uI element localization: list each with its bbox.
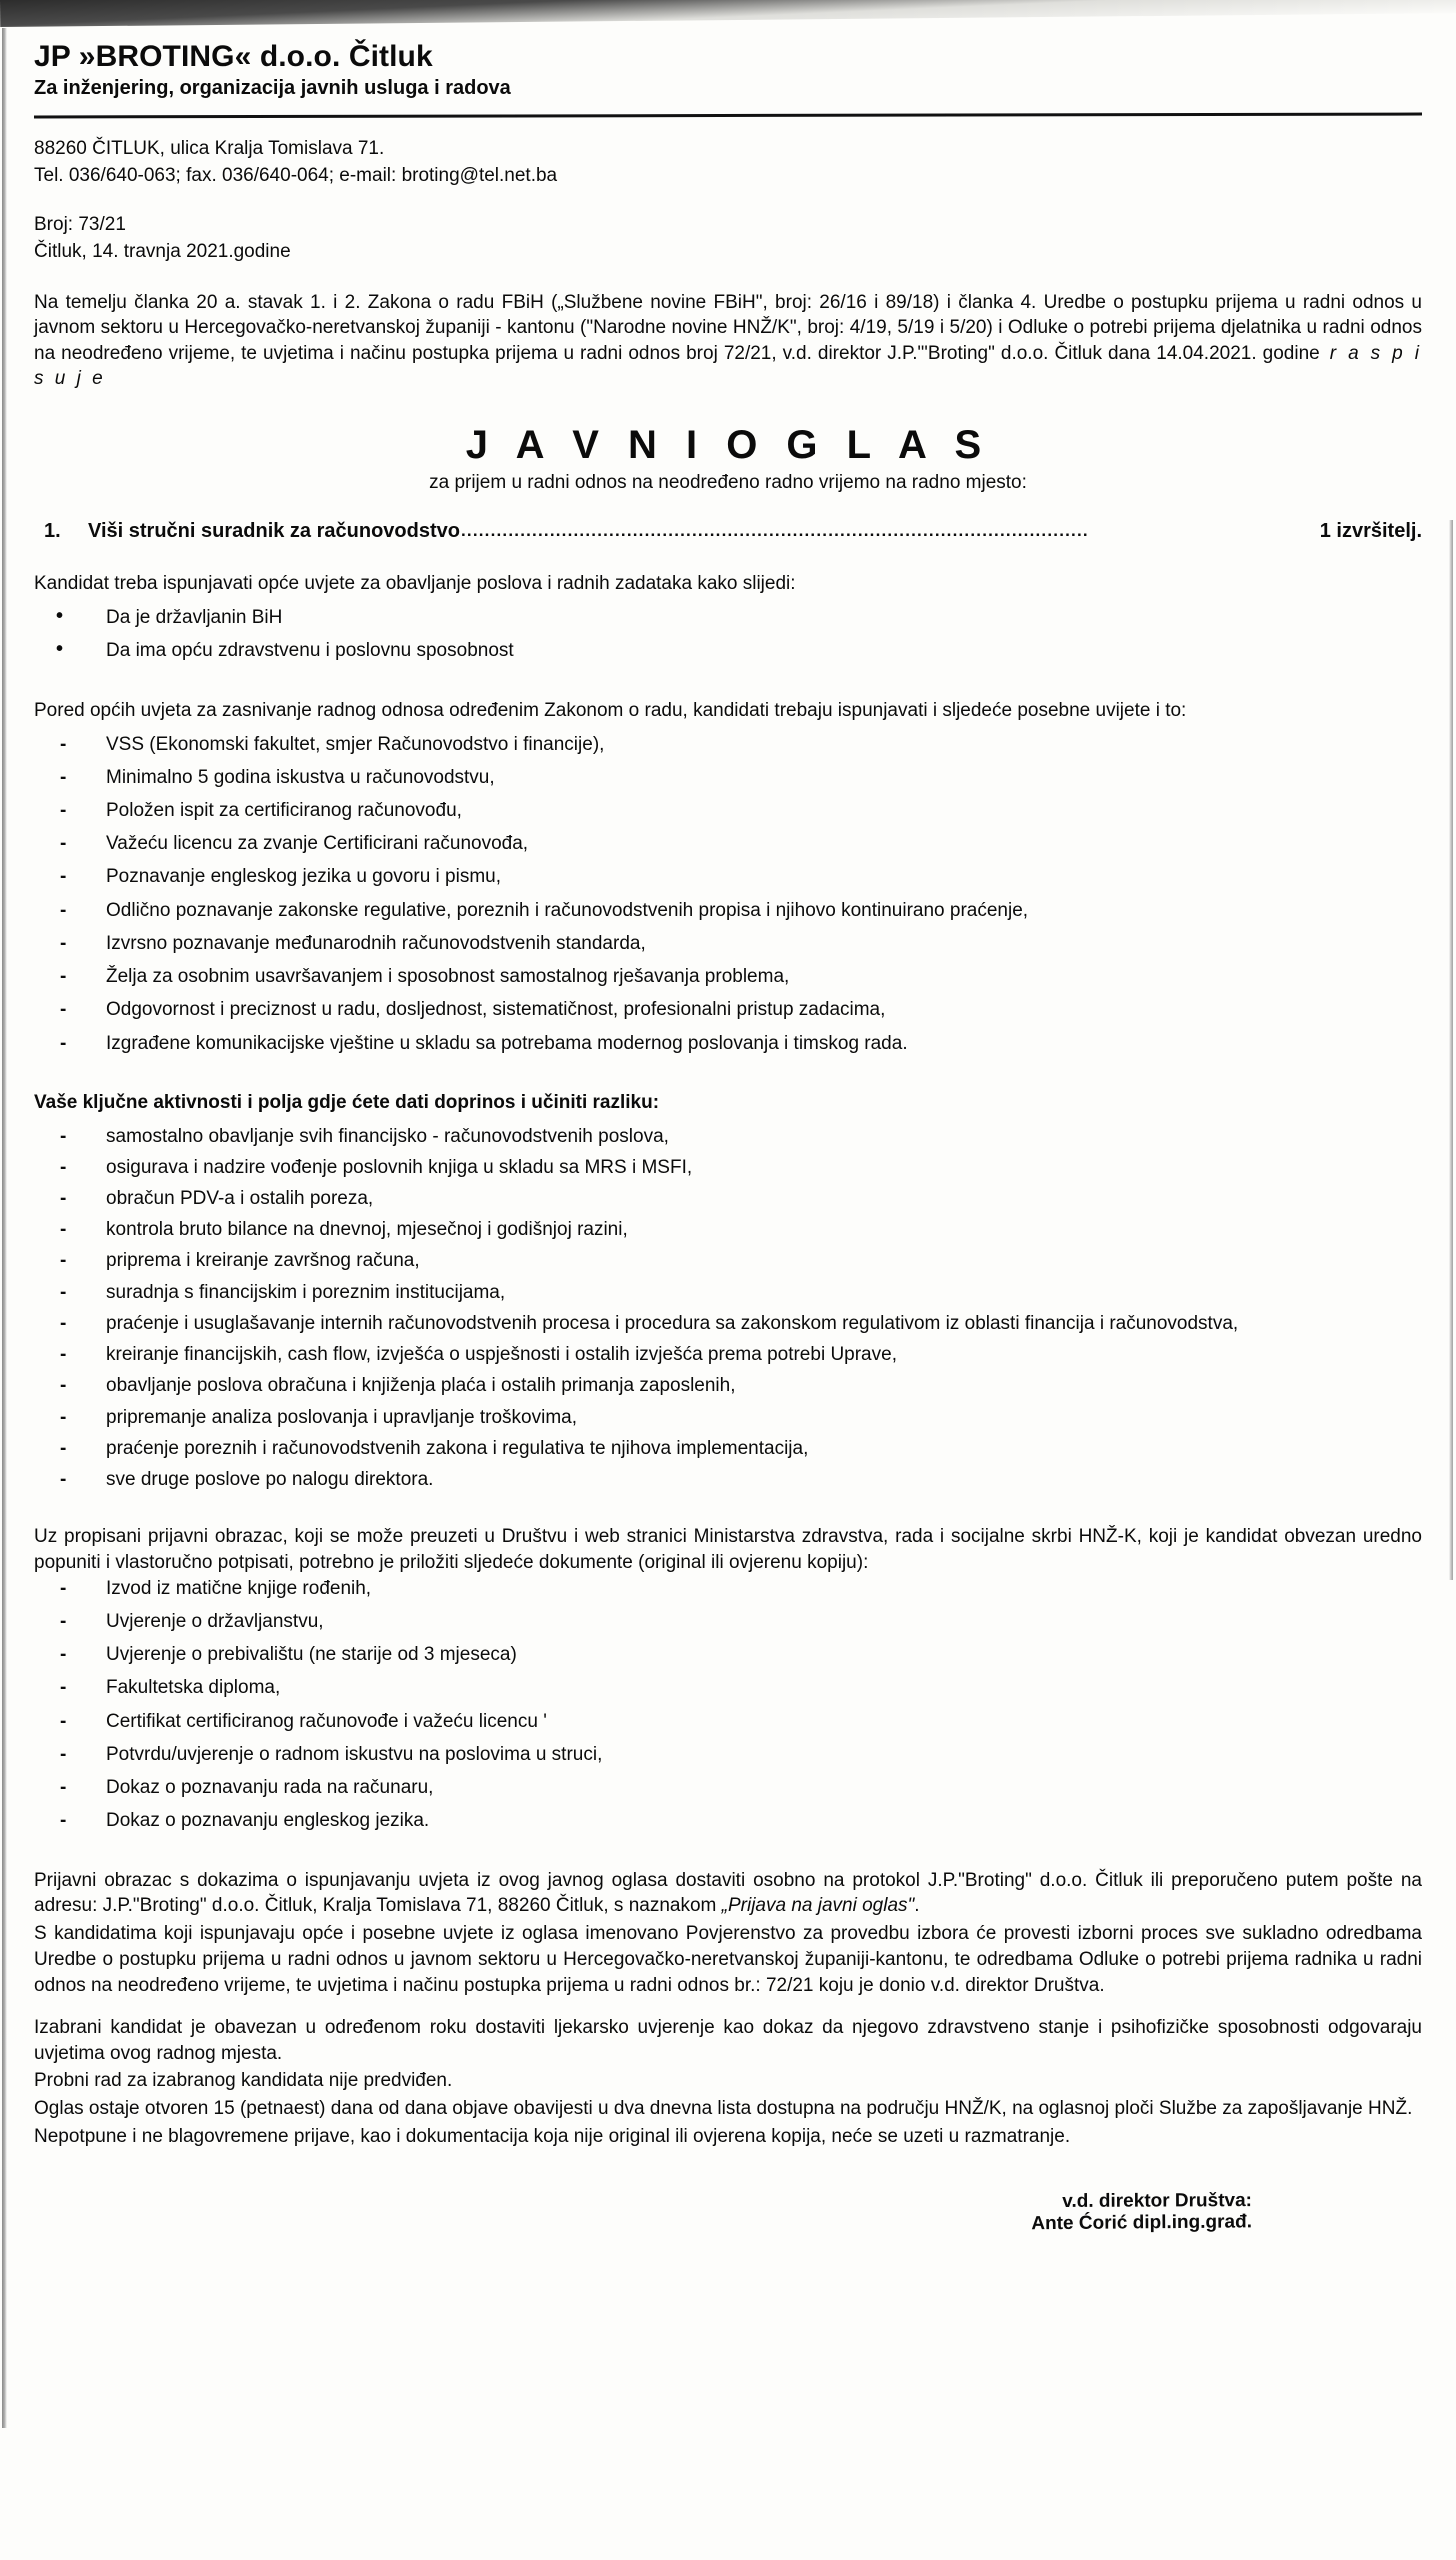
legal-basis-block [34,290,1422,392]
list-item: - pripremanje analiza poslovanja i upravljanje troškovima, [34,1405,1422,1431]
list-item: - VSS (Ekonomski fakultet, smjer Računovodstvo i financije), [34,732,1422,758]
dot-leader: .......................................................................................................... [460,521,1089,541]
signature-block [34,2189,1422,2245]
list-item: - obračun PDV-a i ostalih poreza, [34,1186,1422,1212]
special-conditions-list [34,732,1422,1057]
key-activities-list [34,1124,1422,1494]
selection-process: S kandidatima koji ispunjavaju opće i posebne uvjete iz oglasa imenovano Povjerenstvo za provedbu izbora će provesti izborni proces sve sukladno odredbama Uredbe o postupku prijema u radni odnos u javnom sektoru u Hercegovačko-neretvanskoj županiji-kantonu, te odredbama Odluke o potrebi prijema radnika u radni odnos na neodređeno vrijeme, te uvjetima i načinu postupka prijema u radni odnos br.: 72/21 koju je donio v.d. direktor Društva. [34,1923,1422,1996]
position-number: 1. [44,520,61,543]
probation-note: Probni rad za izabranog kandidata nije predviđen. [34,2070,453,2092]
list-item: - Važeću licencu za zvanje Certificirani računovođa, [34,831,1422,857]
company-address: 88260 ČITLUK, ulica Kralja Tomislava 71. [34,137,385,159]
closing-section [34,1868,1422,2150]
legal-basis-paragraph [34,290,1422,392]
list-item: • Da ima opću zdravstvenu i poslovnu sposobnost [34,638,1422,664]
signatory-role-text: v.d. direktor Društva: [1062,2189,1253,2212]
letterhead [34,40,1422,266]
spacer [34,1842,1422,1868]
list-item: - kreiranje financijskih, cash flow, izvješća o uspješnosti i ostalih izvješća prema potrebi Uprave, [34,1342,1422,1368]
spacer [34,1498,1422,1524]
list-item: - Izvrsno poznavanje međunarodnih računovodstvenih standarda, [34,931,1422,957]
spacer [34,1064,1422,1090]
position-title: Viši stručni suradnik za računovodstvo [88,520,460,543]
company-contact: Tel. 036/640-063; fax. 036/640-064; e-mail: broting@tel.net.ba [34,165,558,187]
list-item: - praćenje poreznih i računovodstvenih zakona i regulativa te njihova implementacija, [34,1436,1422,1462]
list-item: - priprema i kreiranje završnog računa, [34,1248,1422,1274]
list-item: - Odgovornost i preciznost u radu, dosljednost, sistematičnost, profesionalni pristup zadacima, [34,997,1422,1023]
list-item: - Izgrađene komunikacijske vještine u skladu sa potrebama modernog poslovanja i timskog rada. [34,1031,1422,1057]
company-subtitle: Za inženjering, organizacija javnih usluga i radova [34,76,511,99]
submission-instructions [34,1868,1422,1920]
list-item: - suradnja s financijskim i poreznim institucijama, [34,1280,1422,1306]
list-item: - Dokaz o poznavanju engleskog jezika. [34,1808,1422,1834]
position-vacancy-count: 1 izvršitelj. [1319,520,1422,543]
list-item: - sve druge poslove po nalogu direktora. [34,1467,1422,1493]
page-subtitle: za prijem u radni odnos na neodređeno radno vrijemo na radno mjesto: [429,472,1027,494]
spacer [34,672,1422,698]
list-item: - Odlično poznavanje zakonske regulative, poreznih i računovodstvenih propisa i njihovo kontinuirano praćenje, [34,898,1422,924]
legal-basis-verb: r a s p i s u j e [34,342,1422,389]
submission-text-part2: . [914,1895,920,1917]
required-documents-section [34,1524,1422,1834]
list-item: - Uvjerenje o državljanstvu, [34,1609,1422,1635]
list-item: • Da je državljanin BiH [34,605,1422,631]
key-activities-lead: Vaše ključne aktivnosti i polja gdje ćete dati doprinos i učiniti razliku: [34,1091,660,1113]
general-conditions-section [34,571,1422,664]
list-item: - praćenje i usuglašavanje internih računovodstvenih procesa i procedura sa zakonskom regulativom iz oblasti financija i računovodstva, [34,1311,1422,1337]
signatory-name-text: Ante Ćorić dipl.ing.građ. [1031,2210,1253,2234]
letterhead-divider [34,112,1422,118]
list-item: - Poznavanje engleskog jezika u govoru i pismu, [34,864,1422,890]
submission-text-part1: Prijavni obrazac s dokazima o ispunjavanju uvjeta iz ovog javnog oglasa dostaviti osobno na protokol J.P."Broting" d.o.o. Čitluk ili preporučeno putem pošte na adresu: J.P."Broting" d.o.o. Čitluk, Kralja Tomislava 71, 88260 Čitluk, s naznakom [34,1869,1422,1917]
special-conditions-lead: Pored općih uvjeta za zasnivanje radnog odnosa određenim Zakonom o radu, kandidati trebaju ispunjavati i sljedeće posebne uvijete i to: [34,699,1187,721]
list-item: - Položen ispit za certificiranog računovođu, [34,798,1422,824]
company-name: JP »BROTING« d.o.o. Čitluk [34,40,433,73]
required-documents-lead: Uz propisani prijavni obrazac, koji se može preuzeti u Društvu i web stranici Ministarstva zdravstva, rada i socijalne skrbi HNŽ-K, koji je kandidat obvezan uredno popuniti i vlastoručno potpisati, potrebno je priložiti sljedeće dokumente (original ili ovjerenu kopiju): [34,1526,1422,1573]
document-meta [34,212,1422,266]
required-documents-list [34,1576,1422,1835]
list-item: - Certifikat certificiranog računovođe i važeću licencu ' [34,1709,1422,1735]
page-title: J A V N I O G L A S [465,423,991,468]
reference-number: Broj: 73/21 [34,213,126,235]
list-item: - Fakultetska diploma, [34,1675,1422,1701]
deadline-note: Oglas ostaje otvoren 15 (petnaest) dana od dana objave obavijesti u dva dnevna lista dostupna na području HNŽ/K, na oglasnoj ploči Službe za zapošljavanje HNŽ. [34,2098,1413,2120]
general-conditions-list [34,605,1422,664]
list-item: - Uvjerenje o prebivalištu (ne starije od 3 mjeseca) [34,1642,1422,1668]
general-conditions-lead: Kandidat treba ispunjavati opće uvjete za obavljanje poslova i radnih zadataka kako slijedi: [34,573,796,595]
submission-note-emphasis: „Prijava na javni oglas" [721,1895,915,1917]
list-item: - samostalno obavljanje svih financijsko - računovodstvenih poslova, [34,1124,1422,1150]
list-item: - obavljanje poslova obračuna i knjiženja plaća i ostalih primanja zaposlenih, [34,1373,1422,1399]
list-item: - kontrola bruto bilance na dnevnoj, mjesečnoj i godišnjoj razini, [34,1217,1422,1243]
legal-basis-text: Na temelju članka 20 a. stavak 1. i 2. Zakona o radu FBiH („Službene novine FBiH", broj: 26/16 i 89/18) i članka 4. Uredbe o postupku prijema u radni odnos u javnom sektoru u Hercegovačko-neretvanskoj županiji - kantonu ("Narodne novine HNŽ/K", broj: 4/19, 5/19 i 5/20) i Odluke o potrebi prijema djelatnika u radni odnos na neodređeno vrijeme, te uvjetima i načinu postupka prijema u radni odnos broj 72/21, v.d. direktor J.P."'Broting" d.o.o. Čitluk dana 14.04.2021. godine [34,291,1422,364]
incomplete-applications-note: Nepotpune i ne blagovremene prijave, kao i dokumentacija koja nije original ili ovjerena kopija, neće se uzeti u razmatranje. [34,2126,1071,2148]
key-activities-section [34,1090,1422,1493]
list-item: - Želja za osobnim usavršavanjem i sposobnost samostalnog rješavanja problema, [34,964,1422,990]
list-item: - osigurava i nadzire vođenje poslovnih knjiga u skladu sa MRS i MSFI, [34,1155,1422,1181]
list-item: - Potvrdu/uvjerenje o radnom iskustvu na poslovima u struci, [34,1742,1422,1768]
spacer [34,1999,1422,2015]
position-listing [34,520,1422,543]
list-item: - Izvod iz matične knjige rođenih, [34,1576,1422,1602]
medical-certificate-note: Izabrani kandidat je obavezan u određenom roku dostaviti ljekarsko uvjerenje kao dokaz da njegovo zdravstveno stanje i psihofizičke sposobnosti odgovaraju uvjetima ovog radnog mjesta. [34,2016,1422,2064]
place-and-date: Čitluk, 14. travnja 2021.godine [34,240,291,262]
list-item: - Dokaz o poznavanju rada na računaru, [34,1775,1422,1801]
special-conditions-section [34,698,1422,1057]
signatory-name [34,2210,1253,2246]
list-item: - Minimalno 5 godina iskustva u računovodstvu, [34,765,1422,791]
